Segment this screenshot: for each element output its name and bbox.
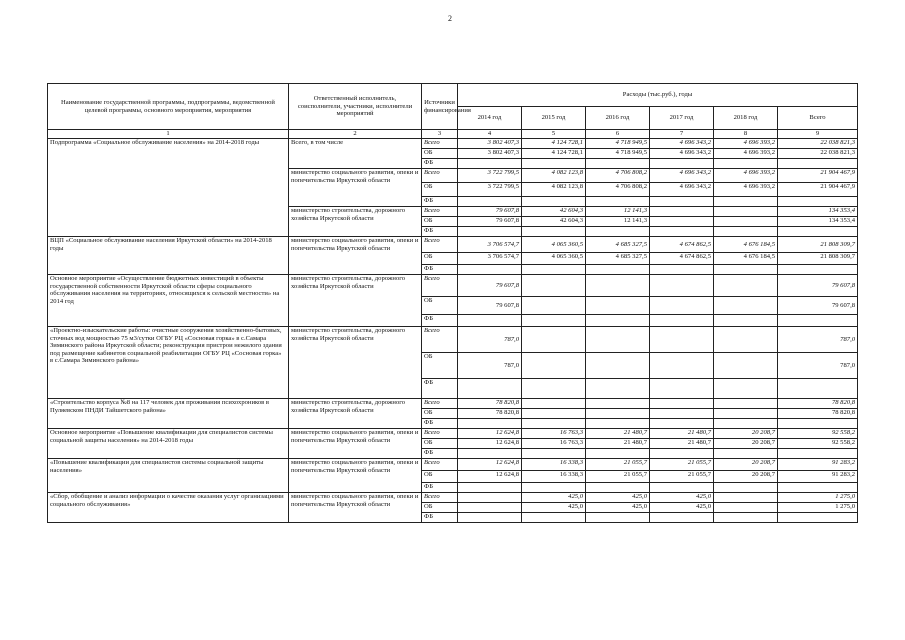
- row-name: Основное мероприятие «Осуществление бюджетных инвестиций в объекты государственной собственности Иркутской области сферы социального обслуживания населения на территориях, относящихся к сельской местности» на 2014 год: [48, 275, 289, 327]
- row-executor: министерство строительства, дорожного хозяйства Иркутской области: [289, 275, 422, 327]
- value-cell: 20 208,7: [714, 439, 778, 449]
- row-source: ОБ: [422, 439, 458, 449]
- index-cell: 2: [289, 130, 422, 139]
- value-cell: 3 706 574,7: [458, 237, 522, 253]
- value-cell: [650, 227, 714, 237]
- value-cell: [586, 449, 650, 459]
- value-cell: [778, 513, 858, 523]
- value-cell: 4 065 360,5: [522, 237, 586, 253]
- value-cell: 16 763,3: [522, 429, 586, 439]
- value-cell: 12 141,3: [586, 217, 650, 227]
- row-source: Всего: [422, 169, 458, 183]
- value-cell: [714, 379, 778, 399]
- row-name: «Строительство корпуса №8 на 117 человек для проживания психохроников в Пуляевском ПНДИ Тайшетского района»: [48, 399, 289, 429]
- row-source: ФБ: [422, 419, 458, 429]
- value-cell: [586, 379, 650, 399]
- row-source: Всего: [422, 207, 458, 217]
- value-cell: [586, 409, 650, 419]
- value-cell: 425,0: [522, 493, 586, 503]
- value-cell: 4 696 393,2: [714, 183, 778, 197]
- value-cell: 4 696 393,2: [714, 139, 778, 149]
- header-source: Источники финансирования: [422, 84, 458, 130]
- row-executor: Всего, в том числе: [289, 139, 422, 169]
- header-year: 2015 год: [522, 107, 586, 130]
- value-cell: [714, 217, 778, 227]
- row-executor: министерство социального развития, опеки и попечительства Иркутской области: [289, 429, 422, 459]
- value-cell: [778, 159, 858, 169]
- value-cell: [458, 315, 522, 327]
- table-row: [48, 493, 858, 503]
- value-cell: [714, 409, 778, 419]
- value-cell: 79 607,8: [458, 275, 522, 297]
- table-row: [48, 429, 858, 439]
- table-row: [48, 399, 858, 409]
- value-cell: [650, 197, 714, 207]
- value-cell: [714, 297, 778, 315]
- value-cell: 21 904 467,9: [778, 183, 858, 197]
- value-cell: 21 808 309,7: [778, 253, 858, 265]
- index-cell: 3: [422, 130, 458, 139]
- value-cell: [522, 513, 586, 523]
- row-source: Всего: [422, 275, 458, 297]
- row-name: «Сбор, обобщение и анализ информации о качестве оказания услуг организациями социального обслуживания»: [48, 493, 289, 523]
- value-cell: [458, 449, 522, 459]
- row-name: Основное мероприятие «Повышение квалификации для специалистов системы социальной защиты населения» на 2014-2018 годы: [48, 429, 289, 459]
- value-cell: 1 275,0: [778, 493, 858, 503]
- value-cell: [778, 227, 858, 237]
- row-source: ОБ: [422, 183, 458, 197]
- table-row: [48, 139, 858, 149]
- value-cell: [714, 483, 778, 493]
- row-source: Всего: [422, 327, 458, 353]
- row-source: ОБ: [422, 353, 458, 379]
- value-cell: 134 353,4: [778, 207, 858, 217]
- value-cell: [522, 419, 586, 429]
- value-cell: 12 624,8: [458, 459, 522, 471]
- header-name: Наименование государственной программы, подпрограммы, ведомственной целевой программы, основного мероприятия, мероприятия: [48, 84, 289, 130]
- value-cell: 4 706 808,2: [586, 169, 650, 183]
- value-cell: [778, 419, 858, 429]
- value-cell: [458, 419, 522, 429]
- value-cell: [586, 513, 650, 523]
- value-cell: [586, 327, 650, 353]
- value-cell: 3 802 407,3: [458, 139, 522, 149]
- value-cell: [522, 197, 586, 207]
- value-cell: [714, 159, 778, 169]
- value-cell: [650, 297, 714, 315]
- value-cell: [778, 379, 858, 399]
- value-cell: 12 624,8: [458, 471, 522, 483]
- row-source: ФБ: [422, 513, 458, 523]
- value-cell: 21 055,7: [650, 471, 714, 483]
- value-cell: 3 802 407,3: [458, 149, 522, 159]
- value-cell: 16 338,3: [522, 471, 586, 483]
- row-executor: министерство строительства, дорожного хозяйства Иркутской области: [289, 327, 422, 399]
- header-executor: Ответственный исполнитель, соисполнители, участники, исполнители мероприятий: [289, 84, 422, 130]
- row-source: ФБ: [422, 449, 458, 459]
- row-name: ВЦП «Социальное обслуживание населения Иркутской области» на 2014-2018 годы: [48, 237, 289, 275]
- index-cell: 7: [650, 130, 714, 139]
- row-source: ФБ: [422, 227, 458, 237]
- table-row: [48, 459, 858, 471]
- value-cell: 22 038 821,3: [778, 139, 858, 149]
- value-cell: [714, 513, 778, 523]
- value-cell: [650, 449, 714, 459]
- header-total: Всего: [778, 107, 858, 130]
- value-cell: 4 696 343,2: [650, 139, 714, 149]
- value-cell: 16 763,3: [522, 439, 586, 449]
- value-cell: 4 696 343,2: [650, 183, 714, 197]
- value-cell: 21 808 309,7: [778, 237, 858, 253]
- value-cell: 4 082 123,8: [522, 169, 586, 183]
- value-cell: [650, 513, 714, 523]
- value-cell: [522, 483, 586, 493]
- row-source: Всего: [422, 493, 458, 503]
- value-cell: 21 055,7: [586, 471, 650, 483]
- value-cell: 78 820,8: [778, 399, 858, 409]
- value-cell: [522, 227, 586, 237]
- value-cell: 91 283,2: [778, 471, 858, 483]
- value-cell: [714, 353, 778, 379]
- value-cell: 79 607,8: [458, 207, 522, 217]
- value-cell: [650, 159, 714, 169]
- value-cell: [586, 419, 650, 429]
- value-cell: [586, 159, 650, 169]
- value-cell: [586, 227, 650, 237]
- table-row: [48, 275, 858, 297]
- value-cell: 78 820,8: [458, 409, 522, 419]
- table-body: [48, 130, 858, 523]
- value-cell: 91 283,2: [778, 459, 858, 471]
- value-cell: [522, 327, 586, 353]
- value-cell: [458, 197, 522, 207]
- row-source: ФБ: [422, 159, 458, 169]
- value-cell: [522, 353, 586, 379]
- value-cell: 134 353,4: [778, 217, 858, 227]
- row-executor: министерство социального развития, опеки и попечительства Иркутской области: [289, 169, 422, 207]
- value-cell: 787,0: [458, 327, 522, 353]
- header-expenses: Расходы (тыс.руб.), годы: [458, 84, 858, 107]
- index-cell: 4: [458, 130, 522, 139]
- value-cell: 79 607,8: [778, 297, 858, 315]
- value-cell: [650, 207, 714, 217]
- value-cell: [522, 399, 586, 409]
- value-cell: [650, 217, 714, 227]
- value-cell: [458, 493, 522, 503]
- value-cell: [650, 483, 714, 493]
- row-executor: министерство строительства, дорожного хозяйства Иркутской области: [289, 399, 422, 429]
- value-cell: 4 706 808,2: [586, 183, 650, 197]
- value-cell: [714, 197, 778, 207]
- value-cell: [586, 353, 650, 379]
- value-cell: 787,0: [458, 353, 522, 379]
- value-cell: [522, 315, 586, 327]
- value-cell: 22 038 821,3: [778, 149, 858, 159]
- value-cell: 4 696 393,2: [714, 149, 778, 159]
- row-source: Всего: [422, 237, 458, 253]
- value-cell: 21 480,7: [586, 429, 650, 439]
- value-cell: [714, 449, 778, 459]
- value-cell: [714, 315, 778, 327]
- index-cell: 9: [778, 130, 858, 139]
- header-year: 2016 год: [586, 107, 650, 130]
- value-cell: 21 055,7: [586, 459, 650, 471]
- value-cell: 21 480,7: [650, 439, 714, 449]
- value-cell: [650, 315, 714, 327]
- value-cell: 12 624,8: [458, 439, 522, 449]
- row-executor: министерство социального развития, опеки и попечительства Иркутской области: [289, 493, 422, 523]
- value-cell: 425,0: [586, 493, 650, 503]
- value-cell: [714, 207, 778, 217]
- value-cell: [586, 399, 650, 409]
- value-cell: 21 055,7: [650, 459, 714, 471]
- header-year: 2017 год: [650, 107, 714, 130]
- value-cell: [714, 227, 778, 237]
- value-cell: 4 685 327,5: [586, 253, 650, 265]
- value-cell: [778, 449, 858, 459]
- header-year: 2018 год: [714, 107, 778, 130]
- header-year: 2014 год: [458, 107, 522, 130]
- row-source: ОБ: [422, 409, 458, 419]
- row-source: ОБ: [422, 471, 458, 483]
- value-cell: 4 718 949,5: [586, 149, 650, 159]
- row-name: Подпрограмма «Социальное обслуживание населения» на 2014-2018 годы: [48, 139, 289, 237]
- row-source: Всего: [422, 459, 458, 471]
- index-row: [48, 130, 858, 139]
- value-cell: [714, 275, 778, 297]
- value-cell: [714, 419, 778, 429]
- value-cell: [586, 483, 650, 493]
- value-cell: [778, 315, 858, 327]
- value-cell: [650, 265, 714, 275]
- value-cell: 92 558,2: [778, 429, 858, 439]
- row-name: «Проектно-изыскательские работы: очистные сооружения хозяйственно-бытовых, сточных вод мощностью 75 м3/сутки ОГБУ РЦ «Сосновая горка» в с.Самара Зиминского района Иркутской области; реконструкция пристрои нежилого здания под размещение кабинетов социальной реабилитации ОГБУ РЦ «Сосновая горка» в с.Самара Зиминского района»: [48, 327, 289, 399]
- value-cell: 787,0: [778, 353, 858, 379]
- value-cell: 42 604,3: [522, 207, 586, 217]
- row-source: ФБ: [422, 265, 458, 275]
- value-cell: [650, 275, 714, 297]
- row-source: ОБ: [422, 297, 458, 315]
- row-source: Всего: [422, 399, 458, 409]
- value-cell: [458, 227, 522, 237]
- row-source: ФБ: [422, 315, 458, 327]
- row-source: Всего: [422, 429, 458, 439]
- row-source: ОБ: [422, 217, 458, 227]
- value-cell: 3 706 574,7: [458, 253, 522, 265]
- value-cell: 3 722 799,5: [458, 169, 522, 183]
- value-cell: 4 676 184,5: [714, 237, 778, 253]
- value-cell: 21 480,7: [586, 439, 650, 449]
- value-cell: [778, 265, 858, 275]
- value-cell: [458, 265, 522, 275]
- value-cell: 1 275,0: [778, 503, 858, 513]
- value-cell: 4 718 949,5: [586, 139, 650, 149]
- value-cell: [714, 493, 778, 503]
- value-cell: [778, 197, 858, 207]
- index-cell: 6: [586, 130, 650, 139]
- value-cell: 425,0: [650, 503, 714, 513]
- value-cell: 4 065 360,5: [522, 253, 586, 265]
- value-cell: 20 208,7: [714, 429, 778, 439]
- value-cell: 21 480,7: [650, 429, 714, 439]
- row-source: ФБ: [422, 197, 458, 207]
- value-cell: [586, 265, 650, 275]
- value-cell: 78 820,8: [458, 399, 522, 409]
- value-cell: [714, 327, 778, 353]
- value-cell: [714, 265, 778, 275]
- row-executor: министерство социального развития, опеки и попечительства Иркутской области: [289, 237, 422, 275]
- value-cell: 4 696 343,2: [650, 169, 714, 183]
- value-cell: 4 674 862,5: [650, 253, 714, 265]
- value-cell: [458, 483, 522, 493]
- value-cell: [586, 297, 650, 315]
- value-cell: [650, 327, 714, 353]
- budget-table: [47, 83, 858, 523]
- value-cell: 4 082 123,8: [522, 183, 586, 197]
- value-cell: 4 124 728,1: [522, 149, 586, 159]
- value-cell: 12 141,3: [586, 207, 650, 217]
- row-source: ОБ: [422, 503, 458, 513]
- value-cell: 20 208,7: [714, 459, 778, 471]
- value-cell: 4 674 862,5: [650, 237, 714, 253]
- value-cell: 787,0: [778, 327, 858, 353]
- value-cell: 79 607,8: [778, 275, 858, 297]
- index-cell: 5: [522, 130, 586, 139]
- value-cell: [522, 379, 586, 399]
- value-cell: 4 124 728,1: [522, 139, 586, 149]
- value-cell: [586, 315, 650, 327]
- value-cell: [522, 159, 586, 169]
- page-number: 2: [448, 14, 452, 23]
- row-executor: министерство строительства, дорожного хозяйства Иркутской области: [289, 207, 422, 237]
- value-cell: [522, 409, 586, 419]
- value-cell: 4 696 343,2: [650, 149, 714, 159]
- value-cell: [522, 449, 586, 459]
- value-cell: 425,0: [522, 503, 586, 513]
- value-cell: [522, 265, 586, 275]
- value-cell: [458, 159, 522, 169]
- value-cell: [650, 399, 714, 409]
- row-source: ФБ: [422, 483, 458, 493]
- value-cell: [458, 513, 522, 523]
- row-source: Всего: [422, 139, 458, 149]
- row-source: ОБ: [422, 149, 458, 159]
- value-cell: [586, 197, 650, 207]
- value-cell: [586, 275, 650, 297]
- value-cell: [522, 297, 586, 315]
- value-cell: 42 604,3: [522, 217, 586, 227]
- value-cell: [714, 503, 778, 513]
- row-source: ОБ: [422, 253, 458, 265]
- row-executor: министерство социального развития, опеки и попечительства Иркутской области: [289, 459, 422, 493]
- value-cell: 21 904 467,9: [778, 169, 858, 183]
- value-cell: 79 607,8: [458, 217, 522, 227]
- value-cell: [778, 483, 858, 493]
- table-row: [48, 237, 858, 253]
- value-cell: 79 607,8: [458, 297, 522, 315]
- value-cell: 12 624,8: [458, 429, 522, 439]
- value-cell: [522, 275, 586, 297]
- row-source: ФБ: [422, 379, 458, 399]
- value-cell: [650, 419, 714, 429]
- value-cell: [650, 353, 714, 379]
- value-cell: 4 676 184,5: [714, 253, 778, 265]
- value-cell: [458, 503, 522, 513]
- value-cell: 4 685 327,5: [586, 237, 650, 253]
- value-cell: 20 208,7: [714, 471, 778, 483]
- value-cell: 4 696 393,2: [714, 169, 778, 183]
- value-cell: 3 722 799,5: [458, 183, 522, 197]
- value-cell: [458, 379, 522, 399]
- index-cell: 8: [714, 130, 778, 139]
- row-name: «Повышение квалификации для специалистов системы социальной защиты населения»: [48, 459, 289, 493]
- value-cell: 425,0: [650, 493, 714, 503]
- value-cell: 16 338,3: [522, 459, 586, 471]
- value-cell: 92 558,2: [778, 439, 858, 449]
- value-cell: [714, 399, 778, 409]
- index-cell: 1: [48, 130, 289, 139]
- value-cell: 425,0: [586, 503, 650, 513]
- table-row: [48, 327, 858, 353]
- value-cell: 78 820,8: [778, 409, 858, 419]
- value-cell: [650, 409, 714, 419]
- value-cell: [650, 379, 714, 399]
